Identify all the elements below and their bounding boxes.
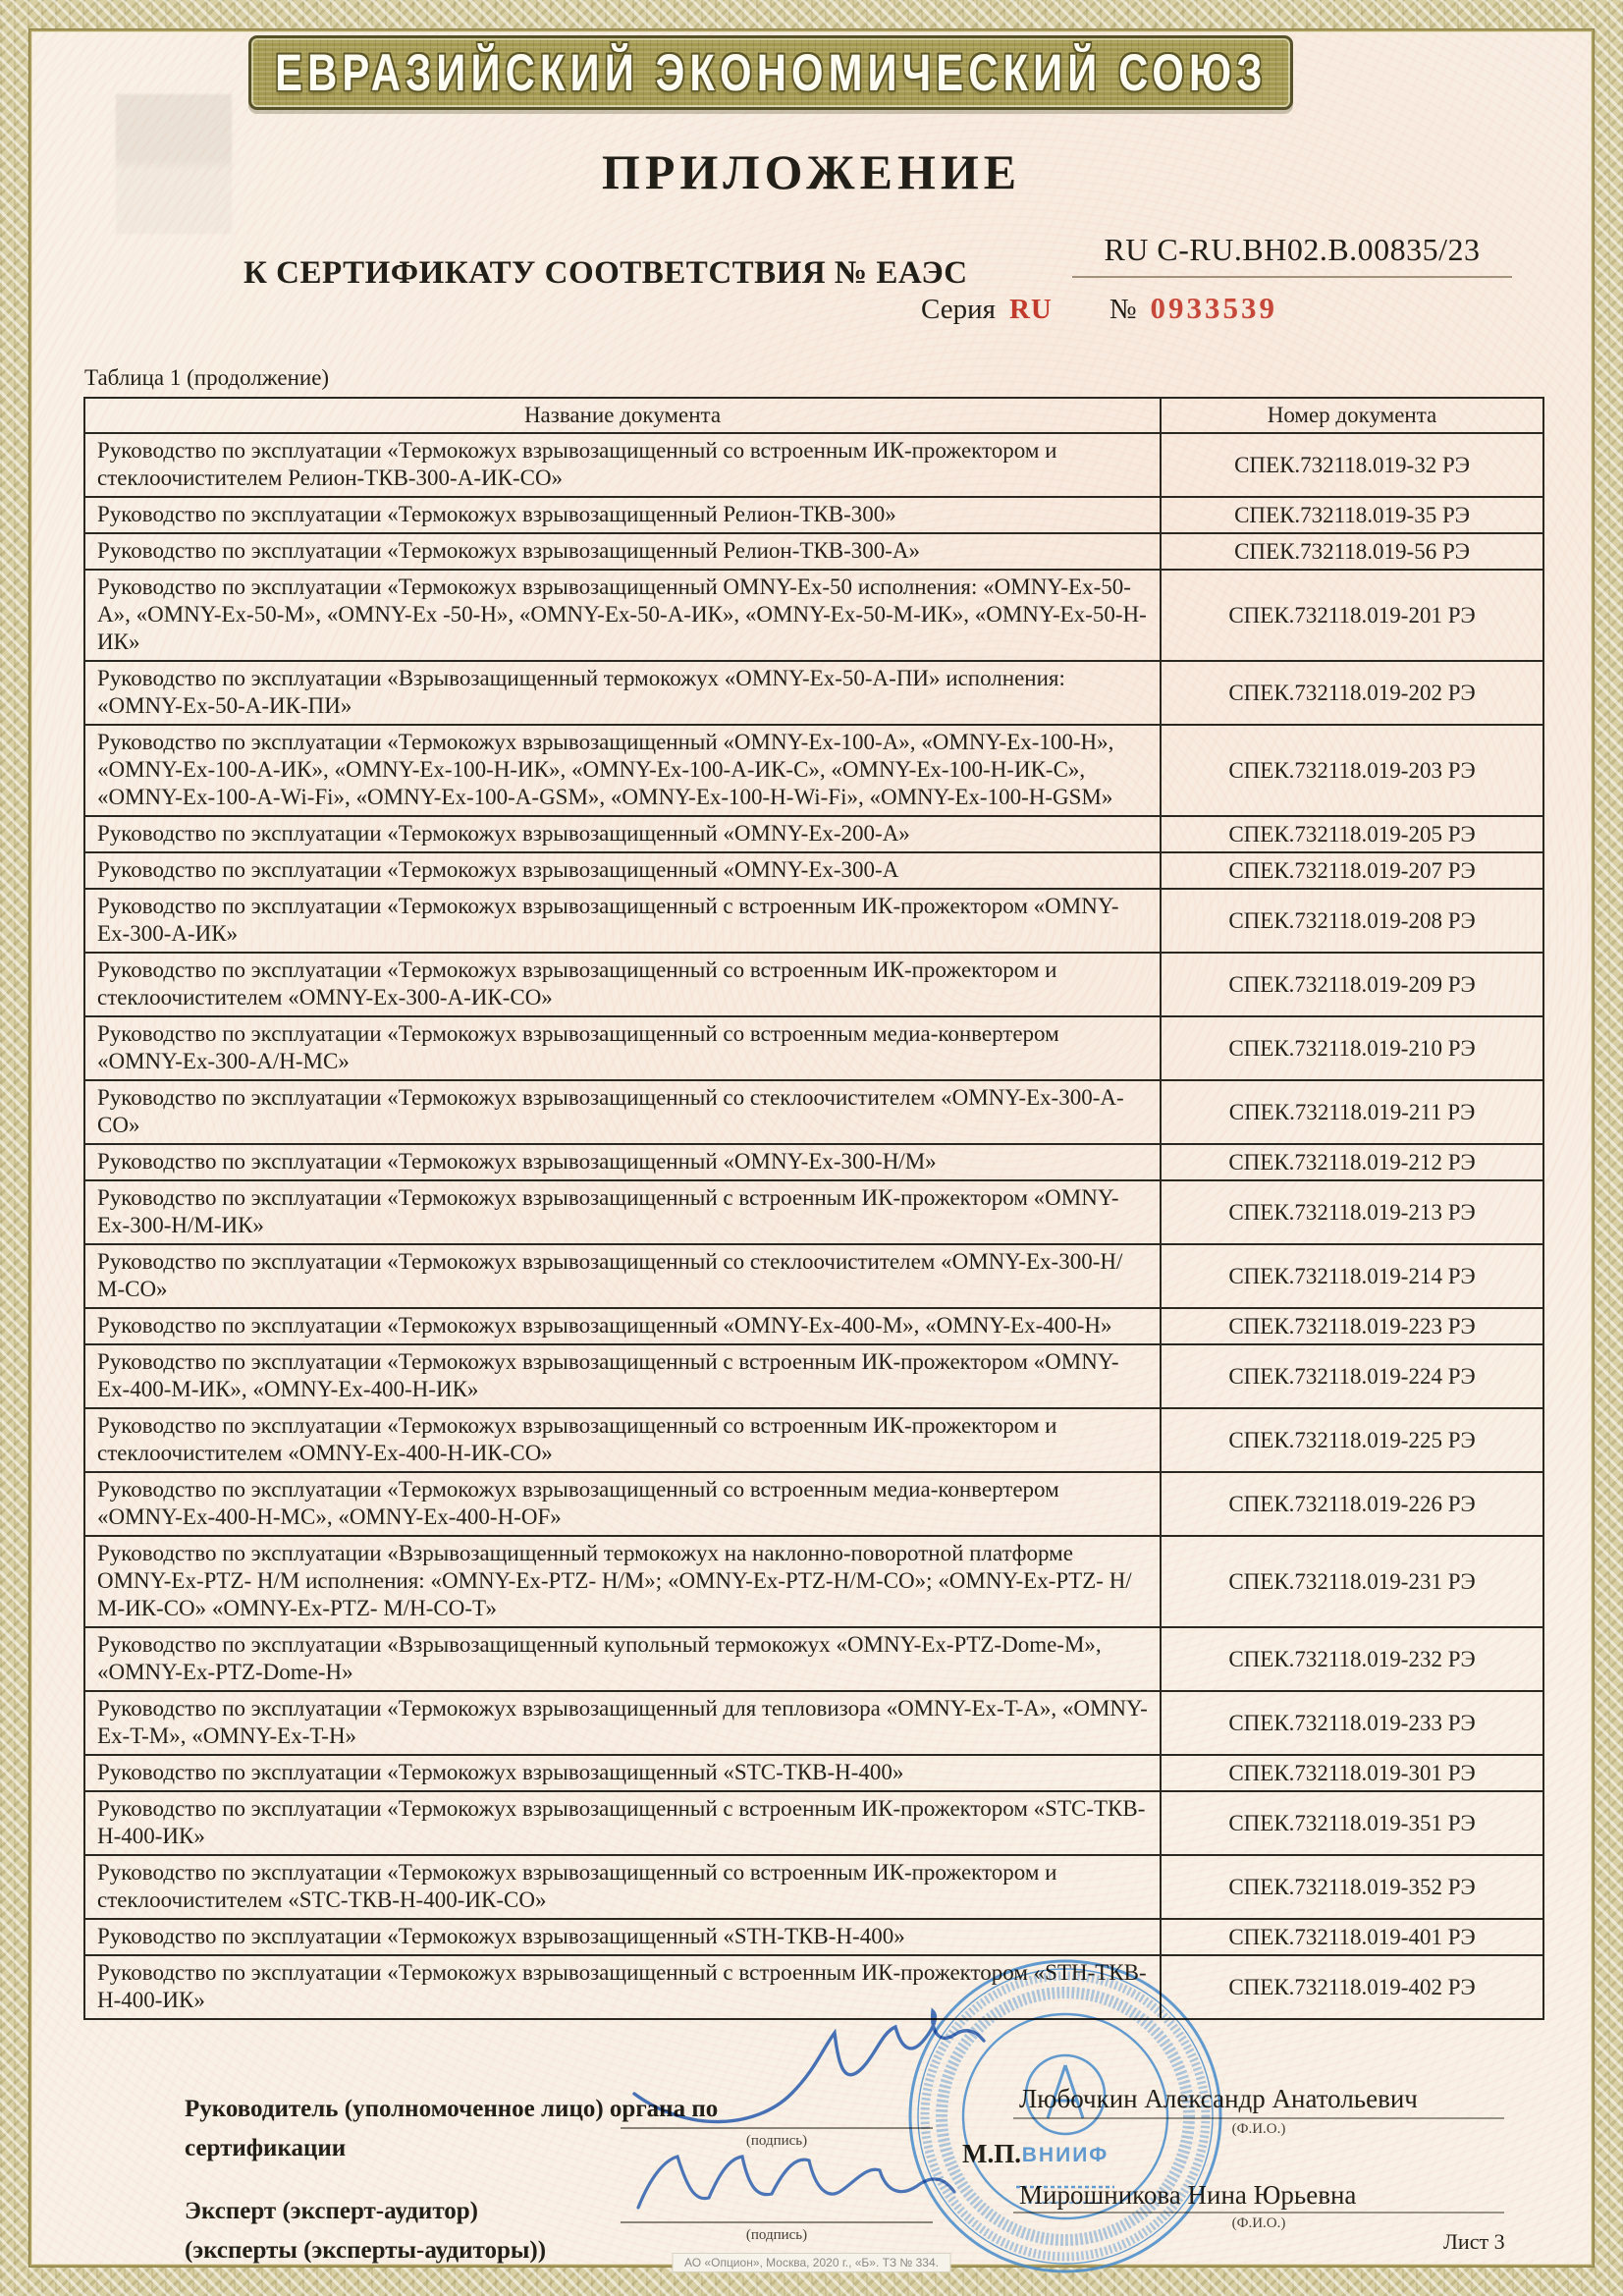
- doc-name-cell: Руководство по эксплуатации «Термокожух взрывозащищенный Релион-ТКВ-300-А»: [84, 533, 1161, 570]
- role-head-of-body-label: Руководитель (уполномоченное лицо) органа по сертификации: [185, 2096, 719, 2161]
- table-row: [84, 661, 1543, 725]
- doc-name-cell: Руководство по эксплуатации «Термокожух взрывозащищенный с встроенным ИК-прожектором «OMNY-Ex-300-Н/М-ИК»: [84, 1180, 1161, 1244]
- doc-name-cell: Руководство по эксплуатации «Термокожух взрывозащищенный с встроенным ИК-прожектором «STC-ТКВ-Н-400-ИК»: [84, 1791, 1161, 1855]
- head-full-name: Любочкин Александр Анатольевич: [1019, 2084, 1418, 2113]
- doc-number-cell: СПЕК.732118.019-211 РЭ: [1161, 1080, 1543, 1144]
- table-row: [84, 1755, 1543, 1791]
- certificate-subtitle: К СЕРТИФИКАТУ СООТВЕТСТВИЯ № ЕАЭС: [243, 255, 968, 291]
- doc-name-cell: Руководство по эксплуатации «Термокожух взрывозащищенный «OMNY-Ex-300-A: [84, 852, 1161, 889]
- table-row: [84, 1016, 1543, 1080]
- doc-name-cell: Руководство по эксплуатации «Термокожух взрывозащищенный со встроенным ИК-прожектором и стеклоочистителем Релион-ТКВ-300-А-ИК-СО»: [84, 433, 1161, 497]
- column-header-doc-name: Название документа: [84, 398, 1161, 433]
- doc-number-cell: СПЕК.732118.019-209 РЭ: [1161, 953, 1543, 1016]
- doc-name-cell: Руководство по эксплуатации «Термокожух взрывозащищенный «OMNY-Ex-400-М», «OMNY-Ex-400-Н»: [84, 1308, 1161, 1344]
- series-value: RU: [1008, 294, 1053, 325]
- signature-caption-1: (подпись): [745, 2133, 808, 2149]
- table-row: [84, 1691, 1543, 1755]
- doc-number-cell: СПЕК.732118.019-208 РЭ: [1161, 889, 1543, 953]
- eaeu-banner: [248, 35, 1293, 110]
- doc-number-cell: СПЕК.732118.019-212 РЭ: [1161, 1144, 1543, 1180]
- table-row: [84, 816, 1543, 852]
- doc-number-cell: СПЕК.732118.019-213 РЭ: [1161, 1180, 1543, 1244]
- doc-number-cell: СПЕК.732118.019-231 РЭ: [1161, 1536, 1543, 1627]
- doc-name-cell: Руководство по эксплуатации «Термокожух взрывозащищенный «STH-ТКВ-Н-400»: [84, 1919, 1161, 1955]
- signature-caption-2: (подпись): [745, 2227, 808, 2243]
- documents-table-body: [84, 433, 1543, 2019]
- doc-name-cell: Руководство по эксплуатации «Термокожух взрывозащищенный «OMNY-Ex-100-A», «OMNY-Ex-100-H», «OMNY-Ex-100-A-ИК», «OMNY-Ex-100-H-ИК», «OMNY-Ex-100-А-ИК-С», «OMNY-Ex-100-Н-ИК-С», «OMNY-Ex-100-A-Wi-Fi», «OMNY-Ex-100-A-GSM», «OMNY-Ex-100-H-Wi-Fi», «OMNY-Ex-100-H-GSM»: [84, 725, 1161, 816]
- doc-name-cell: Руководство по эксплуатации «Термокожух взрывозащищенный для тепловизора «OMNY-Ex-T-A», «OMNY-Ex-T-M», «OMNY-Ex-T-H»: [84, 1691, 1161, 1755]
- table-row: [84, 725, 1543, 816]
- table-row: [84, 1472, 1543, 1536]
- table-row: [84, 533, 1543, 570]
- table-row: [84, 497, 1543, 533]
- doc-name-cell: Руководство по эксплуатации «Термокожух взрывозащищенный с встроенным ИК-прожектором «STH-ТКВ-Н-400-ИК»: [84, 1955, 1161, 2019]
- role-expert-line1: Эксперт (эксперт-аудитор): [185, 2198, 479, 2224]
- doc-name-cell: Руководство по эксплуатации «Термокожух взрывозащищенный «OMNY-Ex-300-Н/М»: [84, 1144, 1161, 1180]
- doc-number-cell: СПЕК.732118.019-202 РЭ: [1161, 661, 1543, 725]
- table-row: [84, 1791, 1543, 1855]
- table-caption: Таблица 1 (продолжение): [84, 365, 330, 390]
- doc-name-cell: Руководство по эксплуатации «Термокожух взрывозащищенный «OMNY-Ex-200-A»: [84, 816, 1161, 852]
- doc-number-cell: СПЕК.732118.019-402 РЭ: [1161, 1955, 1543, 2019]
- doc-number-cell: СПЕК.732118.019-32 РЭ: [1161, 433, 1543, 497]
- doc-name-cell: Руководство по эксплуатации «Термокожух взрывозащищенный OMNY-Ex-50 исполнения: «OMNY-Ex-50-A», «OMNY-Ex-50-M», «OMNY-Ex -50-H», «OMNY-Ex-50-A-ИК», «OMNY-Ex-50-M-ИК», «OMNY-Ex-50-H-ИК»: [84, 570, 1161, 661]
- documents-table-header: [84, 398, 1543, 433]
- doc-number-cell: СПЕК.732118.019-203 РЭ: [1161, 725, 1543, 816]
- table-row: [84, 889, 1543, 953]
- doc-number-cell: СПЕК.732118.019-225 РЭ: [1161, 1408, 1543, 1472]
- series-line: [921, 291, 1277, 326]
- doc-number-cell: СПЕК.732118.019-301 РЭ: [1161, 1755, 1543, 1791]
- blank-number: 0933539: [1150, 291, 1277, 325]
- expert-full-name: Мирошникова Нина Юрьевна: [1019, 2180, 1357, 2210]
- table-row: [84, 1855, 1543, 1919]
- doc-name-cell: Руководство по эксплуатации «Термокожух взрывозащищенный со стеклоочистителем «OMNY-Ex-300-Н/М-СО»: [84, 1244, 1161, 1308]
- table-row: [84, 1919, 1543, 1955]
- role-expert-line2: (эксперты (эксперты-аудиторы)): [185, 2237, 547, 2264]
- stamp-place-label: М.П.: [962, 2139, 1021, 2168]
- stamp-logo-letter-a: [1048, 2065, 1083, 2118]
- doc-number-cell: СПЕК.732118.019-205 РЭ: [1161, 816, 1543, 852]
- head-signature: [589, 1984, 1001, 2141]
- doc-number-cell: СПЕК.732118.019-56 РЭ: [1161, 533, 1543, 570]
- doc-number-cell: СПЕК.732118.019-201 РЭ: [1161, 570, 1543, 661]
- doc-number-cell: СПЕК.732118.019-226 РЭ: [1161, 1472, 1543, 1536]
- expert-signature: [589, 2141, 1011, 2249]
- sheet-number: Лист 3: [1443, 2229, 1505, 2254]
- certificate-number-block: [1072, 232, 1512, 278]
- doc-name-cell: Руководство по эксплуатации «Термокожух взрывозащищенный со встроенным медиа-конвертером «OMNY-Ex-400-Н-МС», «OMNY-Ex-400-H-OF»: [84, 1472, 1161, 1536]
- series-label: Серия: [921, 294, 996, 325]
- doc-name-cell: Руководство по эксплуатации «Термокожух взрывозащищенный «STC-ТКВ-Н-400»: [84, 1755, 1161, 1791]
- table-row: [84, 1536, 1543, 1627]
- table-row: [84, 1244, 1543, 1308]
- doc-name-cell: Руководство по эксплуатации «Взрывозащищенный термокожух «OMNY-Ex-50-A-ПИ» исполнения: «OMNY-Ex-50-A-ИК-ПИ»: [84, 661, 1161, 725]
- table-row: [84, 953, 1543, 1016]
- doc-name-cell: Руководство по эксплуатации «Взрывозащищенный купольный термокожух «OMNY-Ex-PTZ-Dome-M», «OMNY-Ex-PTZ-Dome-H»: [84, 1627, 1161, 1691]
- table-row: [84, 1627, 1543, 1691]
- doc-number-cell: СПЕК.732118.019-35 РЭ: [1161, 497, 1543, 533]
- doc-name-cell: Руководство по эксплуатации «Термокожух взрывозащищенный с встроенным ИК-прожектором «OMNY-Ex-300-А-ИК»: [84, 889, 1161, 953]
- page-title: ПРИЛОЖЕНИЕ: [601, 144, 1022, 199]
- doc-name-cell: Руководство по эксплуатации «Термокожух взрывозащищенный со встроенным ИК-прожектором и стеклоочистителем «OMNY-Ex-400-Н-ИК-СО»: [84, 1408, 1161, 1472]
- doc-number-cell: СПЕК.732118.019-207 РЭ: [1161, 852, 1543, 889]
- doc-number-cell: СПЕК.732118.019-401 РЭ: [1161, 1919, 1543, 1955]
- table-row: [84, 1308, 1543, 1344]
- certificate-number: RU C-RU.BH02.B.00835/23: [1104, 232, 1481, 267]
- table-row: [84, 1144, 1543, 1180]
- documents-table: [83, 397, 1544, 2020]
- eaeu-banner-title: ЕВРАЗИЙСКИЙ ЭКОНОМИЧЕСКИЙ СОЮЗ: [274, 42, 1268, 101]
- stamp-center-text: ВНИИФ: [1021, 2144, 1109, 2166]
- fio-caption-1: (Ф.И.О.): [1231, 2121, 1286, 2137]
- number-sign: №: [1109, 294, 1137, 325]
- doc-name-cell: Руководство по эксплуатации «Термокожух взрывозащищенный со встроенным ИК-прожектором и стеклоочистителем «STC-ТКВ-Н-400-ИК-СО»: [84, 1855, 1161, 1919]
- doc-number-cell: СПЕК.732118.019-232 РЭ: [1161, 1627, 1543, 1691]
- doc-name-cell: Руководство по эксплуатации «Термокожух взрывозащищенный Релион-ТКВ-300»: [84, 497, 1161, 533]
- table-row: [84, 570, 1543, 661]
- table-row: [84, 1344, 1543, 1408]
- table-row: [84, 433, 1543, 497]
- doc-number-cell: СПЕК.732118.019-351 РЭ: [1161, 1791, 1543, 1855]
- table-row: [84, 1080, 1543, 1144]
- doc-number-cell: СПЕК.732118.019-210 РЭ: [1161, 1016, 1543, 1080]
- doc-number-cell: СПЕК.732118.019-214 РЭ: [1161, 1244, 1543, 1308]
- print-house-info: АО «Опцион», Москва, 2020 г., «Б». ТЗ № 334.: [672, 2253, 951, 2272]
- table-row: [84, 1180, 1543, 1244]
- doc-name-cell: Руководство по эксплуатации «Термокожух взрывозащищенный со встроенным ИК-прожектором и стеклоочистителем «OMNY-Ex-300-А-ИК-СО»: [84, 953, 1161, 1016]
- doc-number-cell: СПЕК.732118.019-233 РЭ: [1161, 1691, 1543, 1755]
- fio-caption-2: (Ф.И.О.): [1231, 2215, 1286, 2231]
- column-header-doc-number: Номер документа: [1161, 398, 1543, 433]
- table-row: [84, 852, 1543, 889]
- doc-number-cell: СПЕК.732118.019-352 РЭ: [1161, 1855, 1543, 1919]
- doc-number-cell: СПЕК.732118.019-224 РЭ: [1161, 1344, 1543, 1408]
- doc-name-cell: Руководство по эксплуатации «Взрывозащищенный термокожух на наклонно-поворотной платформе OMNY-Ex-PTZ- Н/М исполнения: «OMNY-Ex-PTZ- Н/М»; «OMNY-Ex-PTZ-Н/М-СО»; «OMNY-Ex-PTZ- Н/М-ИК-СО» «OMNY-Ex-PTZ- М/Н-СО-Т»: [84, 1536, 1161, 1627]
- doc-number-cell: СПЕК.732118.019-223 РЭ: [1161, 1308, 1543, 1344]
- doc-name-cell: Руководство по эксплуатации «Термокожух взрывозащищенный со стеклоочистителем «OMNY-Ex-300-А-СО»: [84, 1080, 1161, 1144]
- table-row: [84, 1408, 1543, 1472]
- doc-name-cell: Руководство по эксплуатации «Термокожух взрывозащищенный со встроенным медиа-конвертером «OMNY-Ex-300-А/Н-МС»: [84, 1016, 1161, 1080]
- doc-name-cell: Руководство по эксплуатации «Термокожух взрывозащищенный с встроенным ИК-прожектором «OMNY-Ex-400-М-ИК», «OMNY-Ex-400-Н-ИК»: [84, 1344, 1161, 1408]
